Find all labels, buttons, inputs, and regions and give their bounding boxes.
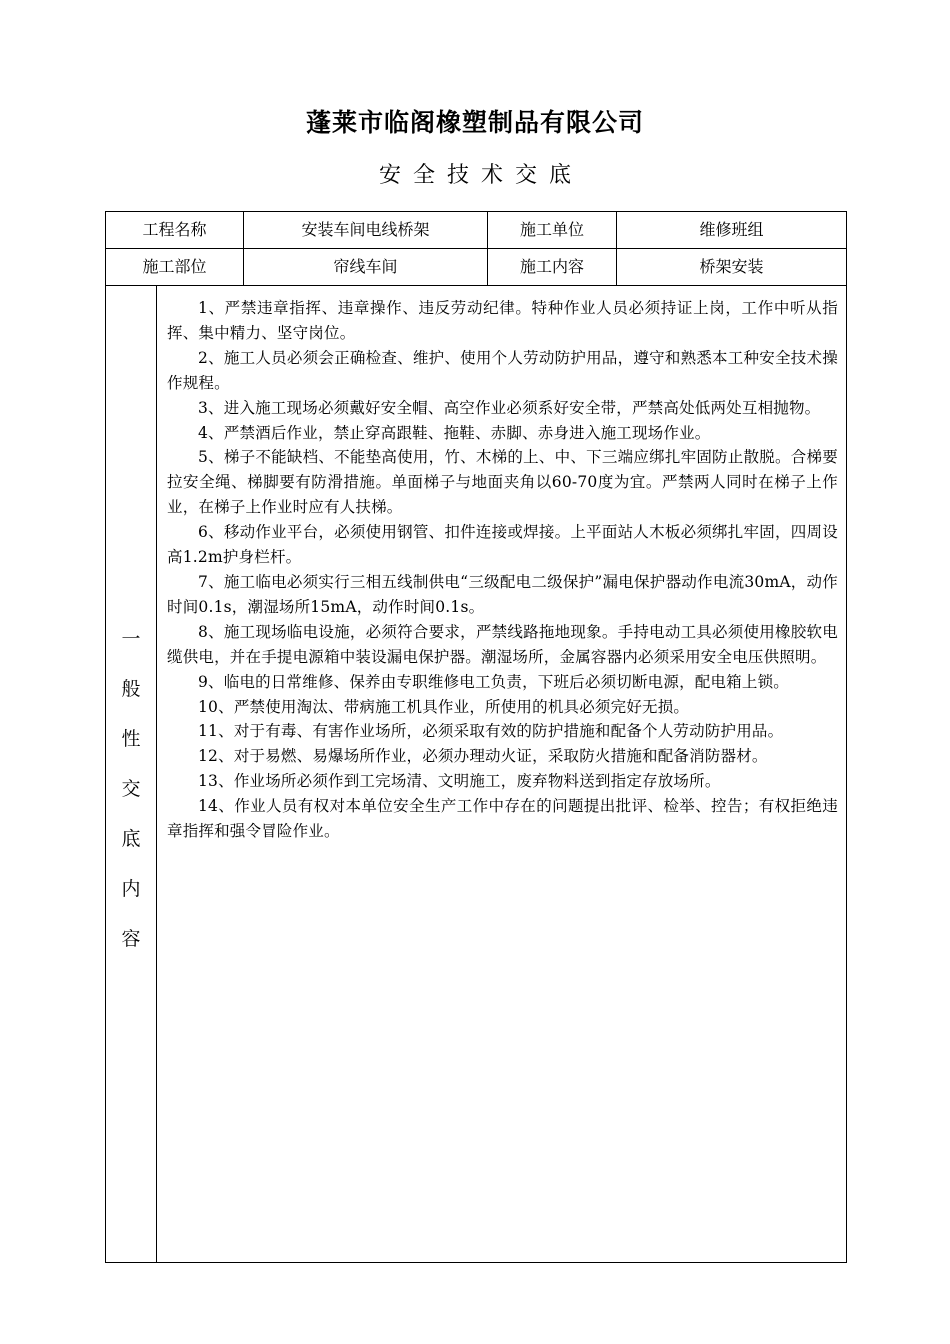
document-subtitle: 安全技术交底 [378, 163, 583, 188]
rule-item: 4、严禁酒后作业，禁止穿高跟鞋、拖鞋、赤脚、赤身进入施工现场作业。 [198, 423, 711, 442]
project-name-value: 安装车间电线桥架 [244, 212, 488, 249]
content-cell [157, 286, 847, 1263]
rule-item: 6、移动作业平台，必须使用钢管、扣件连接或焊接。上平面站人木板必须绑扎牢固，四周设高1.2m护身栏杆。 [167, 523, 839, 567]
rule-item: 11、对于有毒、有害作业场所，必须采取有效的防护措施和配备个人劳动防护用品。 [198, 722, 784, 741]
section-label-char: 底 [121, 828, 141, 850]
work-content-value: 桥架安装 [617, 249, 847, 286]
section-label-char: 般 [121, 678, 141, 700]
rule-item: 1、严禁违章指挥、违章操作、违反劳动纪律。特种作业人员必须持证上岗，工作中听从指挥、集中精力、坚守岗位。 [167, 299, 839, 342]
rule-item: 3、进入施工现场必须戴好安全帽、高空作业必须系好安全带，严禁高处低两处互相抛物。 [198, 398, 821, 417]
project-name-label: 工程名称 [106, 212, 244, 249]
section-label-char: 内 [121, 878, 141, 900]
section-label-char: 性 [121, 728, 141, 750]
contractor-label: 施工单位 [488, 212, 617, 249]
rule-item: 12、对于易燃、易爆场所作业，必须办理动火证，采取防火措施和配备消防器材。 [198, 747, 768, 766]
section-label-cell [106, 286, 157, 1263]
location-label: 施工部位 [106, 249, 244, 286]
rule-item: 2、施工人员必须会正确检查、维护、使用个人劳动防护用品，遵守和熟悉本工种安全技术操作规程。 [167, 348, 839, 392]
rule-item: 9、临电的日常维修、保养由专职维修电工负责，下班后必须切断电源，配电箱上锁。 [198, 672, 789, 691]
section-label-char: 容 [121, 928, 141, 950]
company-title: 蓬莱市临阁橡塑制品有限公司 [305, 108, 644, 137]
content-row [106, 286, 847, 1263]
section-label-char: 一 [121, 628, 141, 650]
section-label-char: 交 [121, 778, 141, 800]
info-row-2 [106, 249, 847, 286]
rule-item: 8、施工现场临电设施，必须符合要求，严禁线路拖地现象。手持电动工具必须使用橡胶软电缆供电，并在手提电源箱中装设漏电保护器。潮湿场所，金属容器内必须采用安全电压供照明。 [167, 622, 839, 666]
safety-briefing-table [105, 211, 847, 1263]
location-value: 帘线车间 [244, 249, 488, 286]
rule-item: 10、严禁使用淘汰、带病施工机具作业，所使用的机具必须完好无损。 [198, 697, 690, 716]
info-row-1 [106, 212, 847, 249]
work-content-label: 施工内容 [488, 249, 617, 286]
contractor-value: 维修班组 [617, 212, 847, 249]
rule-item: 7、施工临电必须实行三相五线制供电“三级配电二级保护”漏电保护器动作电流30mA，动作时间0.1s，潮湿场所15mA，动作时间0.1s。 [167, 572, 839, 616]
rule-item: 13、作业场所必须作到工完场清、文明施工，废弃物料送到指定存放场所。 [198, 772, 721, 791]
rule-item: 14、作业人员有权对本单位安全生产工作中存在的问题提出批评、检举、控告；有权拒绝违章指挥和强令冒险作业。 [167, 797, 839, 841]
section-vertical-label [121, 614, 140, 964]
rule-item: 5、梯子不能缺档、不能垫高使用，竹、木梯的上、中、下三端应绑扎牢固防止散脱。合梯要拉安全绳、梯脚要有防滑措施。单面梯子与地面夹角以60-70度为宜。严禁两人同时在梯子上作业，在梯子上作业时应有人扶梯。 [167, 448, 839, 517]
